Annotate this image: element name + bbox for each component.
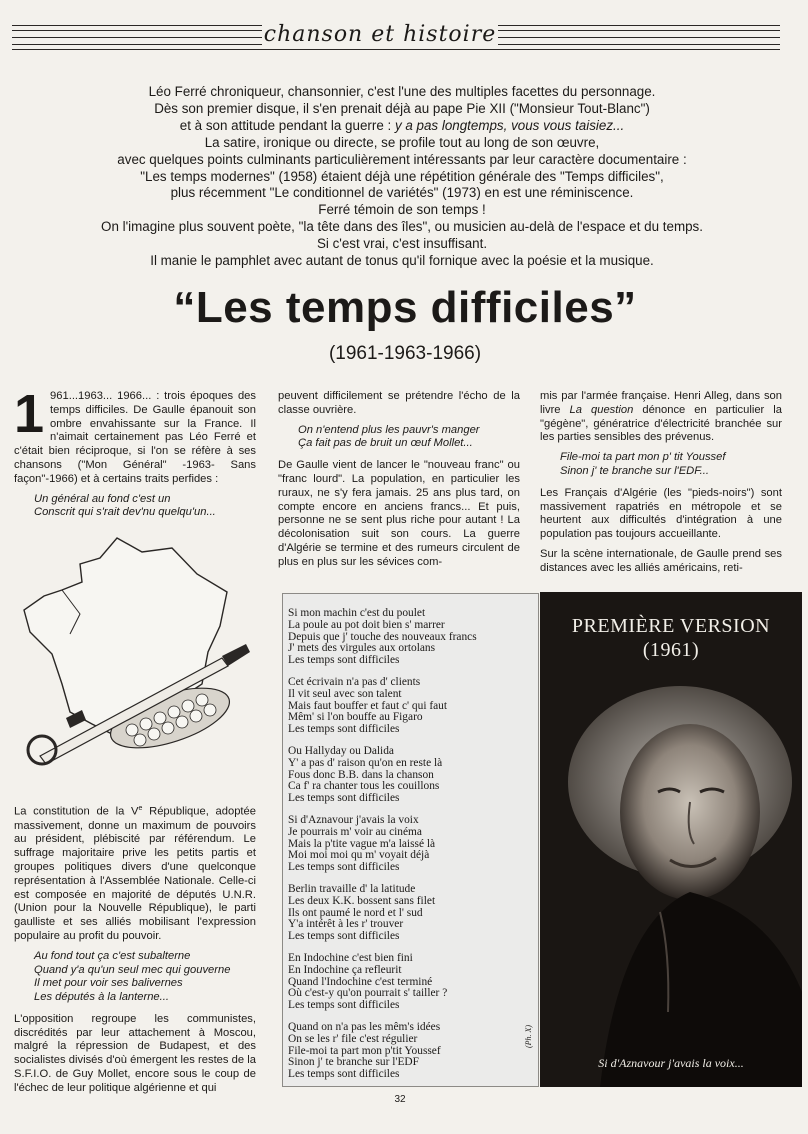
intro-line: On l'imagine plus souvent poète, "la tête dans des îles", ou musicien au-delà de l'espace et du temps. (101, 219, 703, 235)
intro-paragraph (30, 84, 774, 270)
body-text: Sur la scène internationale, de Gaulle prend ses distances avec les alliés américains, reti- (540, 547, 782, 574)
body-text: mis par l'armée française. Henri Alleg, dans son livre La question dénonce en particulier la "gégène", génératrice d'électricité branchée sur les parties sensibles des prévenus. (540, 390, 783, 444)
column-3 (540, 390, 782, 582)
intro-line: Dès son premier disque, il s'en prenait déjà au pape Pie XII ("Monsieur Tout-Blanc") (154, 100, 650, 116)
intro-line: Ferré témoin de son temps ! (318, 202, 486, 218)
lyrics-text (288, 608, 528, 1091)
lyrics-stanza: Si d'Aznavour j'avais la voix Je pourrais m' voir au cinéma Mais la p'tite vague m'a laissé là Moi moi moi qu m' voyait déjà Les temps sont difficiles (288, 813, 436, 874)
photo-credit: (Ph. X) (524, 1024, 533, 1048)
body-text: De Gaulle vient de lancer le "nouveau franc" ou "franc lourd". La population, en particulier les ruraux, ne s'y fera jamais. 25 ans plus tard, on compte encore en anciens francs... Et puis, personne ne se sent plus riche pour autant ! La décolonisation suit son cours. La guerre d'Algérie se termine et des rumeurs circulent de plus en plus sur les sévices com- (278, 459, 520, 568)
body-text: peuvent difficilement se prétendre l'écho de la classe ouvrière. (278, 390, 520, 416)
photo-title: PREMIÈRE VERSION (1961) (571, 615, 771, 661)
intro-line: plus récemment "Le conditionnel de variétés" (1973) en est une réminiscence. (170, 185, 634, 201)
lyrics-stanza: En Indochine c'est bien fini En Indochine ça refleurit Quand l'Indochine c'est terminé Où c'est-y qu'on pourrait s' tailler ? Les temps sont difficiles (288, 951, 448, 1012)
intro-line: Il manie le pamphlet avec autant de tonus qu'il fornique avec la poésie et la musique. (150, 253, 654, 269)
france-map-illustration (22, 534, 252, 770)
section-title: chanson et histoire (263, 22, 497, 47)
intro-line: Léo Ferré chroniqueur, chansonnier, c'est l'une des multiples facettes du personnage. (148, 84, 656, 99)
page-number: 32 (394, 1094, 406, 1105)
body-text: 961...1963... 1966... : trois époques des temps difficiles. De Gaulle épanouit son ombre envahissante sur la France. Il n'aimait certainement pas Léo Ferré et c'était bien réciproque, si l'on se réfère à ses chansons ("Mon Général" -1963- Sans façon"-1966) et à certains traits perfides : (14, 390, 256, 485)
column-1-bottom (14, 802, 256, 1102)
lyrics-stanza: Berlin travaille d' la latitude Les deux K.K. bossent sans filet Ils ont paumé le nord et l' sud Y'a intérêt à les r' trouver Les temps sont difficiles (288, 882, 436, 943)
song-quote: On n'entend plus les pauvr's manger Ça fait pas de bruit un œuf Mollet... (298, 423, 480, 450)
body-text: La constitution de la Ve République, adoptée massivement, donne un maximum de pouvoirs au président, plébiscité par référendum. Le suffrage majoritaire prive les petits partis et groupes politiques divers d'une quelconque représentation à l'Assemblée Nationale. Celle-ci est composée en majorité de députés U.N.R. (Union pour la Nouvelle République), le parti gaulliste et ses alliés mobilisant l'expression populaire au profit du pouvoir. (14, 805, 256, 942)
body-text: Les Français d'Algérie (les "pieds-noirs") sont massivement rapatriés en métropole et se heurtent aux difficultés d'intégration à une population pas toujours accueillante. (540, 486, 782, 541)
song-quote: Un général au fond c'est un Conscrit qui s'rait dev'nu quelqu'un... (34, 492, 216, 519)
lyrics-stanza: Ou Hallyday ou Dalida Y' a pas d' raison qu'on en reste là Fous donc B.B. dans la chanson Ca f' ra chanter tous les couillons Les temps sont difficiles (288, 744, 443, 805)
song-quote: Au fond tout ça c'est subalterne Quand y'a qu'un seul mec qui gouverne Il met pour voir ses balivernes Les députés à la lanterne... (34, 949, 231, 1004)
column-2 (278, 390, 520, 576)
intro-line: et à son attitude pendant la guerre : y a pas longtemps, vous vous taisiez... (179, 117, 625, 133)
article-title: “Les temps difficiles” (173, 283, 637, 332)
intro-line: La satire, ironique ou directe, se profile tout au long de son œuvre, (204, 134, 600, 150)
article-years: (1961-1963-1966) (328, 343, 482, 364)
lyrics-stanza: Si mon machin c'est du poulet La poule au pot doit bien s' marrer Depuis que j' touche des nouveaux francs J' mets des virgules aux ortolans Les temps sont difficiles (288, 607, 477, 667)
portrait-photo (540, 592, 802, 1087)
portrait-illustration (540, 592, 802, 1087)
lyrics-stanza: Quand on n'a pas les mêm's idées On se les r' file c'est régulier File-moi ta part mon p'tit Youssef Sinon j' te branche sur l'EDF Les temps sont difficiles (288, 1020, 441, 1081)
body-text: L'opposition regroupe les communistes, discrédités par leur attachement à Moscou, malgré la répression de Budapest, et des socialistes divisés d'où émergent les restes de la S.F.I.O. de Guy Mollet, encore sous le coup de l'échec de leur politique algérienne et qui (14, 1012, 256, 1094)
drop-cap: 1 (14, 384, 45, 444)
intro-line: Si c'est vrai, c'est insuffisant. (316, 236, 488, 252)
lyrics-stanza: Cet écrivain n'a pas d' clients Il vit seul avec son talent Mais faut bouffer et faut c' qui faut Mêm' si l'on bouffe au Figaro Les temps sont difficiles (288, 675, 448, 736)
column-1-top (14, 384, 256, 528)
intro-line: "Les temps modernes" (1958) étaient déjà une répétition générale des "Temps difficiles", (140, 168, 664, 184)
song-quote: File-moi ta part mon p' tit Youssef Sinon j' te branche sur l'EDF... (560, 451, 726, 477)
intro-line: avec quelques points culminants particulièrement intéressants par leur caractère documentaire : (117, 151, 687, 167)
photo-caption: Si d'Aznavour j'avais la voix... (598, 1056, 744, 1070)
